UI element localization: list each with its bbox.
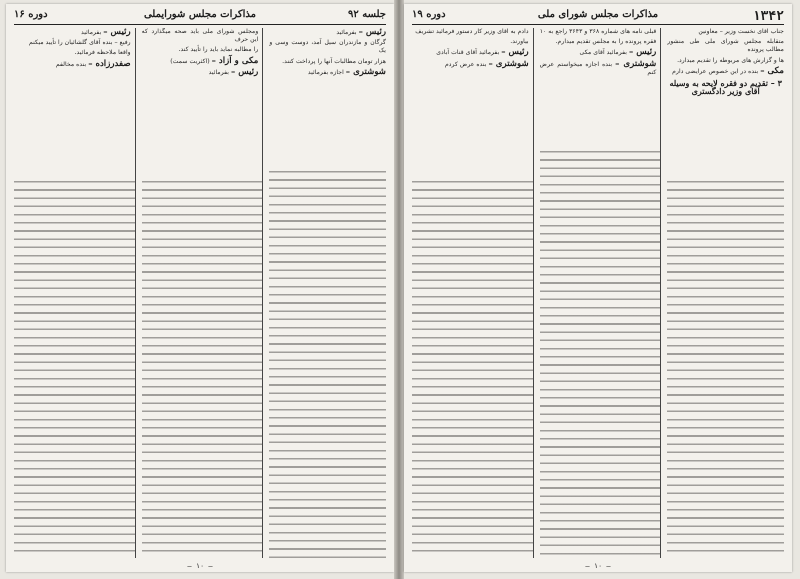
speaker-text: بنده عرض کردم — [444, 60, 487, 68]
right-page — [404, 4, 792, 572]
speaker-text: بفرمائید — [336, 29, 357, 36]
speaker-name: شوشتری – — [615, 58, 657, 69]
body-text-block — [412, 178, 533, 558]
paragraph: ومجلس شورای ملی باید صحه میگذارد که این حرف — [141, 28, 259, 44]
session-label: دوره ۱۹ — [412, 9, 446, 20]
right-page-columns — [412, 28, 784, 558]
paragraph: هزار تومان مطالبات آنها را پرداخت کنند. — [282, 57, 386, 65]
speaker-name: شوشتری – — [488, 58, 529, 69]
paragraph: ها و گزارش های مربوطه را تقدیم میدارد. — [677, 56, 784, 64]
period-label: دوره ۱۶ — [14, 9, 48, 20]
session-label: جلسه ۹۲ — [347, 9, 386, 20]
speaker-text: بنده مخالفم — [55, 60, 87, 68]
body-text-block — [540, 148, 661, 558]
text-column — [14, 28, 136, 558]
speaker-name: رئیس – — [103, 28, 131, 37]
paragraph: واقعا ملاحظه فرمائید. — [74, 49, 131, 57]
body-text-block — [14, 178, 135, 558]
body-text-block — [142, 178, 263, 558]
left-page-columns — [14, 28, 386, 558]
page-footer: – ۱۰ – — [187, 562, 213, 570]
text-column — [412, 28, 534, 558]
speaker-text: (اکثریت سمت) — [170, 57, 210, 65]
book-gutter — [394, 0, 404, 579]
paragraph: دادم به آقای وزیر کار دستور فرمائید تشریف — [415, 28, 529, 35]
section-heading: ۳ – تقدیم دو فقره لایحه به وسیله آقای وزیر دادگستری — [669, 78, 782, 97]
speaker-name: مکی – — [760, 65, 784, 76]
paragraph: قبلی نامه های شماره ۳۶۸ و ۳۶۴۳ راجع به ۱۰ — [539, 28, 657, 35]
speaker-text: بفرمائید — [208, 68, 229, 76]
left-page — [6, 4, 394, 572]
page-title: مذاکرات مجلس شورای ملی — [537, 9, 659, 20]
paragraph: فقره پرونده را به مجلس تقدیم میدارم. — [555, 38, 657, 46]
paragraph: متقابله مجلس شورای ملی طی منشور مطالب پرونده — [667, 38, 784, 54]
page-footer: – ۱۰ – — [585, 562, 611, 570]
body-text-block — [269, 168, 386, 558]
speaker-text: بنده در این خصوص عرایضی دارم — [672, 67, 759, 75]
text-column — [667, 28, 784, 558]
right-page-header — [412, 8, 784, 25]
speaker-text: بفرمائید آقای مکی — [579, 49, 627, 57]
speaker-name: رئیس – — [230, 66, 259, 77]
speaker-text: بفرمائید آقای قنات آبادی — [436, 49, 500, 57]
speaker-text: بفرمائید — [80, 29, 102, 36]
speaker-name: رئیس – — [501, 47, 529, 58]
speaker-name: رئیس – — [358, 28, 386, 37]
page-title: مذاکرات مجلس شورایملی — [143, 9, 257, 20]
speaker-text: بنده اجازه میخواستم عرض کنم — [539, 60, 657, 76]
paragraph: گرگان و مازندران سیل آمد، دوست وسی و یک — [269, 39, 386, 55]
paragraph: را مطالبه نماید باید را تأیید کند. — [178, 46, 259, 54]
speaker-name: مکی و آزاد – — [211, 55, 259, 66]
paragraph: جناب آقای نخست وزیر – معاونین — [698, 28, 784, 35]
text-column — [540, 28, 662, 558]
page-number: ۱۳۴۲ — [752, 9, 784, 24]
paragraph: رفیع – بنده آقای گلشائیان را تأیید میکنم — [29, 39, 131, 47]
speaker-name: رئیس – — [628, 47, 657, 58]
speaker-text: اجازه بفرمائید — [307, 68, 344, 76]
speaker-name: شوشتری – — [345, 66, 386, 77]
body-text-block — [667, 178, 784, 558]
paragraph: بیاورند. — [510, 38, 529, 46]
left-page-header — [14, 8, 386, 25]
text-column — [269, 28, 386, 558]
text-column — [142, 28, 264, 558]
speaker-name: صفدرزاده – — [88, 58, 131, 69]
